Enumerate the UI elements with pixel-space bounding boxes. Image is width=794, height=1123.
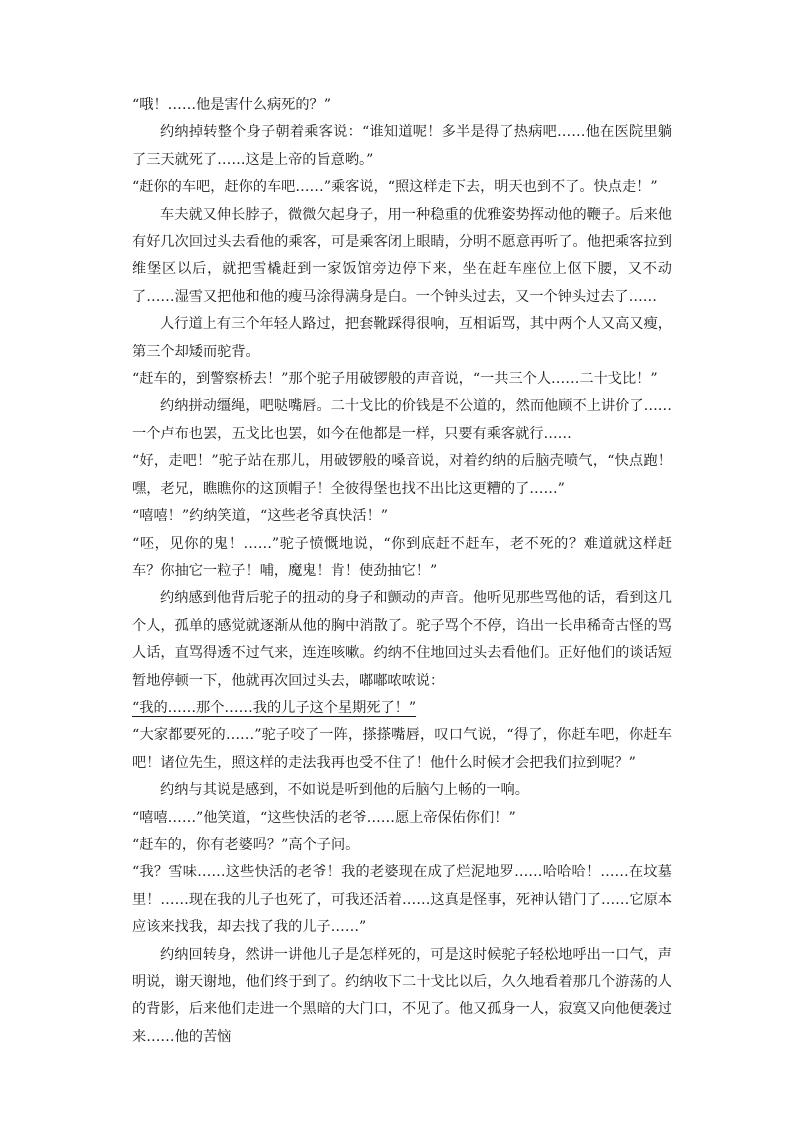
paragraph: “赶车的，到警察桥去！”那个驼子用破锣般的声音说，“一共三个人……二十戈比！” [132, 371, 658, 388]
paragraph [132, 695, 672, 722]
paragraph: 车夫就又伸长脖子，微微欠起身子，用一种稳重的优雅姿势挥动他的鞭子。后来他有好几次回过头去看他的乘客，可是乘客闭上眼睛，分明不愿意再听了。他把乘客拉到维堡区以后，就把雪橇赶到一家饭馆旁边停下来，坐在赶车座位上伛下腰，又不动了……湿雪又把他和他的瘦马涂得满身是白。一个钟头过去，又一个钟头过去了…… [132, 206, 672, 305]
paragraph: “大家都要死的……”驼子咬了一阵，搽搽嘴唇，叹口气说，“得了，你赶车吧，你赶车吧！诸位先生，照这样的走法我再也受不住了！他什么时候才会把我们拉到呢？” [132, 727, 672, 771]
paragraph: “呸，见你的鬼！……”驼子愤慨地说，“你到底赶不赶车，老不死的？难道就这样赶车？你抽它一粒子！哺，魔鬼！肯！使劲抽它！” [132, 535, 672, 579]
paragraph: 约纳拼动缰绳，吧哒嘴唇。二十戈比的价钱是不公道的，然而他顾不上讲价了……一个卢布也罢，五戈比也罢，如今在他都是一样，只要有乘客就行…… [132, 398, 672, 442]
paragraph: “赶车的，你有老婆吗？”高个子问。 [132, 836, 360, 853]
paragraph: “哦！……他是害什么病死的？” [132, 97, 331, 113]
paragraph: “好，走吧！”驼子站在那儿，用破锣般的嗓音说，对着约纳的后脑壳喷气，“快点跑！嘿，老兄，瞧瞧你的这顶帽子！全彼得堡也找不出比这更糟的了……” [132, 453, 672, 497]
paragraph: 人行道上有三个年轻人路过，把套靴踩得很响，互相诟骂，其中两个人又高又瘦，第三个却矮而驼背。 [132, 316, 672, 360]
paragraph: “我？雪味……这些快活的老爷！我的老婆现在成了烂泥地罗……哈哈哈！……在坟墓里！……现在我的儿子也死了，可我还活着……这真是怪事，死神认错门了……它原本应该来找我，却去找了我的儿子……” [132, 864, 672, 936]
paragraph: “嘻嘻……”他笑道，“这些快活的老爷……愿上帝保佑你们！” [132, 809, 516, 826]
paragraph: 约纳与其说是感到，不如说是听到他的后脑勺上畅的一响。 [160, 782, 529, 799]
story-text-block [132, 92, 672, 1051]
paragraph: “赶你的车吧，赶你的车吧……”乘客说，“照这样走下去，明天也到不了。快点走！” [132, 179, 658, 196]
paragraph: “嘻嘻！”约纳笑道，“这些老爷真快活！” [132, 508, 389, 525]
underlined-sentence: “我的……那个……我的儿子这个星期死了！” [132, 699, 417, 716]
paragraph: 约纳回转身，然讲一讲他儿子是怎样死的，可是这时候驼子轻松地呼出一口气，声明说，谢天谢地，他们终于到了。约纳收下二十戈比以后，久久地看着那几个游荡的人的背影，后来他们走进一个黑暗的大门口，不见了。他又孤身一人，寂寞又向他便袭过来……他的苦恼 [132, 946, 672, 1045]
paragraph: 约纳掉转整个身子朝着乘客说：“谁知道呢！多半是得了热病吧……他在医院里躺了三天就死了……这是上帝的旨意哟。” [132, 124, 672, 168]
paragraph: 约纳感到他背后驼子的扭动的身子和颤动的声音。他听见那些骂他的话，看到这几个人，孤单的感觉就逐渐从他的胸中消散了。驼子骂个不停，诌出一长串稀奇古怪的骂人话，直骂得透不过气来，连连咳嗽。约纳不住地回过头去看他们。正好他们的谈话短暂地停顿一下，他就再次回过头去，嘟嘟哝哝说： [132, 590, 672, 689]
